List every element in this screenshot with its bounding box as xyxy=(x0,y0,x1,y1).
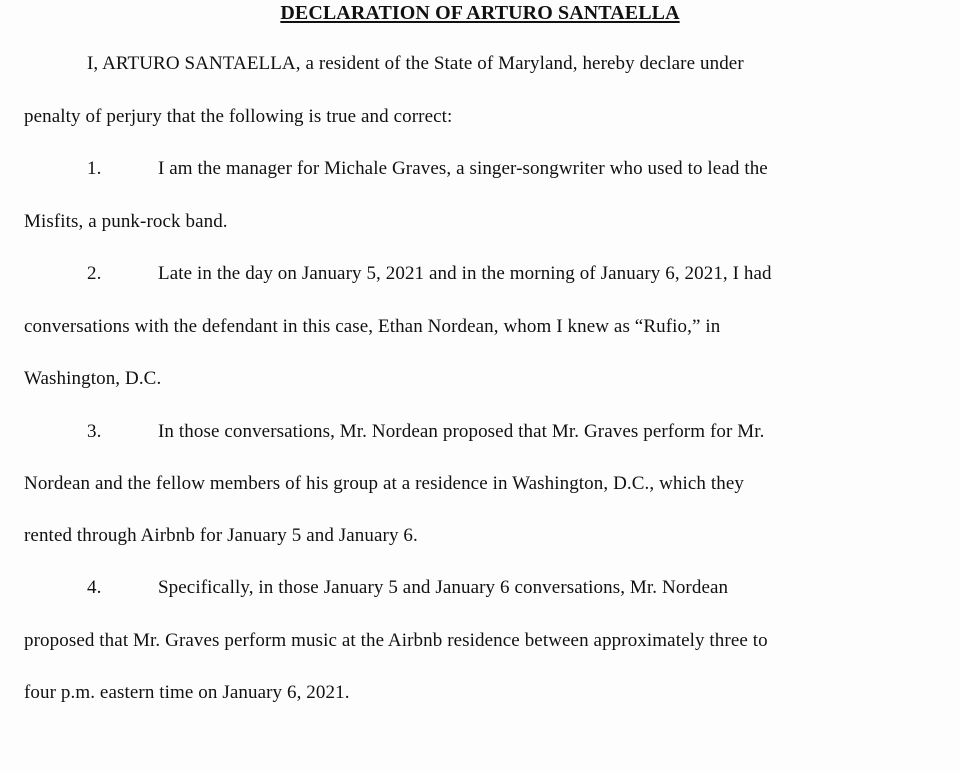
intro-line-1: I, ARTURO SANTAELLA, a resident of the State of Maryland, hereby declare under xyxy=(87,53,744,74)
paragraph-1-text: I am the manager for Michale Graves, a singer-songwriter who used to lead the xyxy=(158,158,768,179)
paragraph-3-first-line xyxy=(87,420,765,444)
paragraph-2-number: 2. xyxy=(87,263,102,284)
paragraph-2-line-2: conversations with the defendant in this case, Ethan Nordean, whom I knew as “Rufio,” in xyxy=(24,316,721,337)
paragraph-4-text: Specifically, in those January 5 and January 6 conversations, Mr. Nordean xyxy=(158,577,729,598)
paragraph-4-line-2: proposed that Mr. Graves perform music at the Airbnb residence between approximately three to xyxy=(24,630,768,651)
paragraph-3-line-3: rented through Airbnb for January 5 and January 6. xyxy=(24,525,418,546)
intro-line-2: penalty of perjury that the following is true and correct: xyxy=(24,106,453,127)
paragraph-1-number: 1. xyxy=(87,158,102,179)
paragraph-4-first-line xyxy=(87,576,728,600)
paragraph-4-line-3: four p.m. eastern time on January 6, 2021. xyxy=(24,682,350,703)
paragraph-3-text: In those conversations, Mr. Nordean proposed that Mr. Graves perform for Mr. xyxy=(158,421,765,442)
paragraph-2-first-line xyxy=(87,262,772,286)
paragraph-2-line-3: Washington, D.C. xyxy=(24,368,162,389)
paragraph-3-number: 3. xyxy=(87,421,102,442)
paragraph-3-line-2: Nordean and the fellow members of his group at a residence in Washington, D.C., which they xyxy=(24,473,744,494)
paragraph-1-first-line xyxy=(87,157,768,181)
paragraph-2-text: Late in the day on January 5, 2021 and in the morning of January 6, 2021, I had xyxy=(158,263,772,284)
document-title: DECLARATION OF ARTURO SANTAELLA xyxy=(280,2,680,24)
paragraph-4-number: 4. xyxy=(87,577,102,598)
paragraph-1-line-2: Misfits, a punk-rock band. xyxy=(24,211,228,232)
